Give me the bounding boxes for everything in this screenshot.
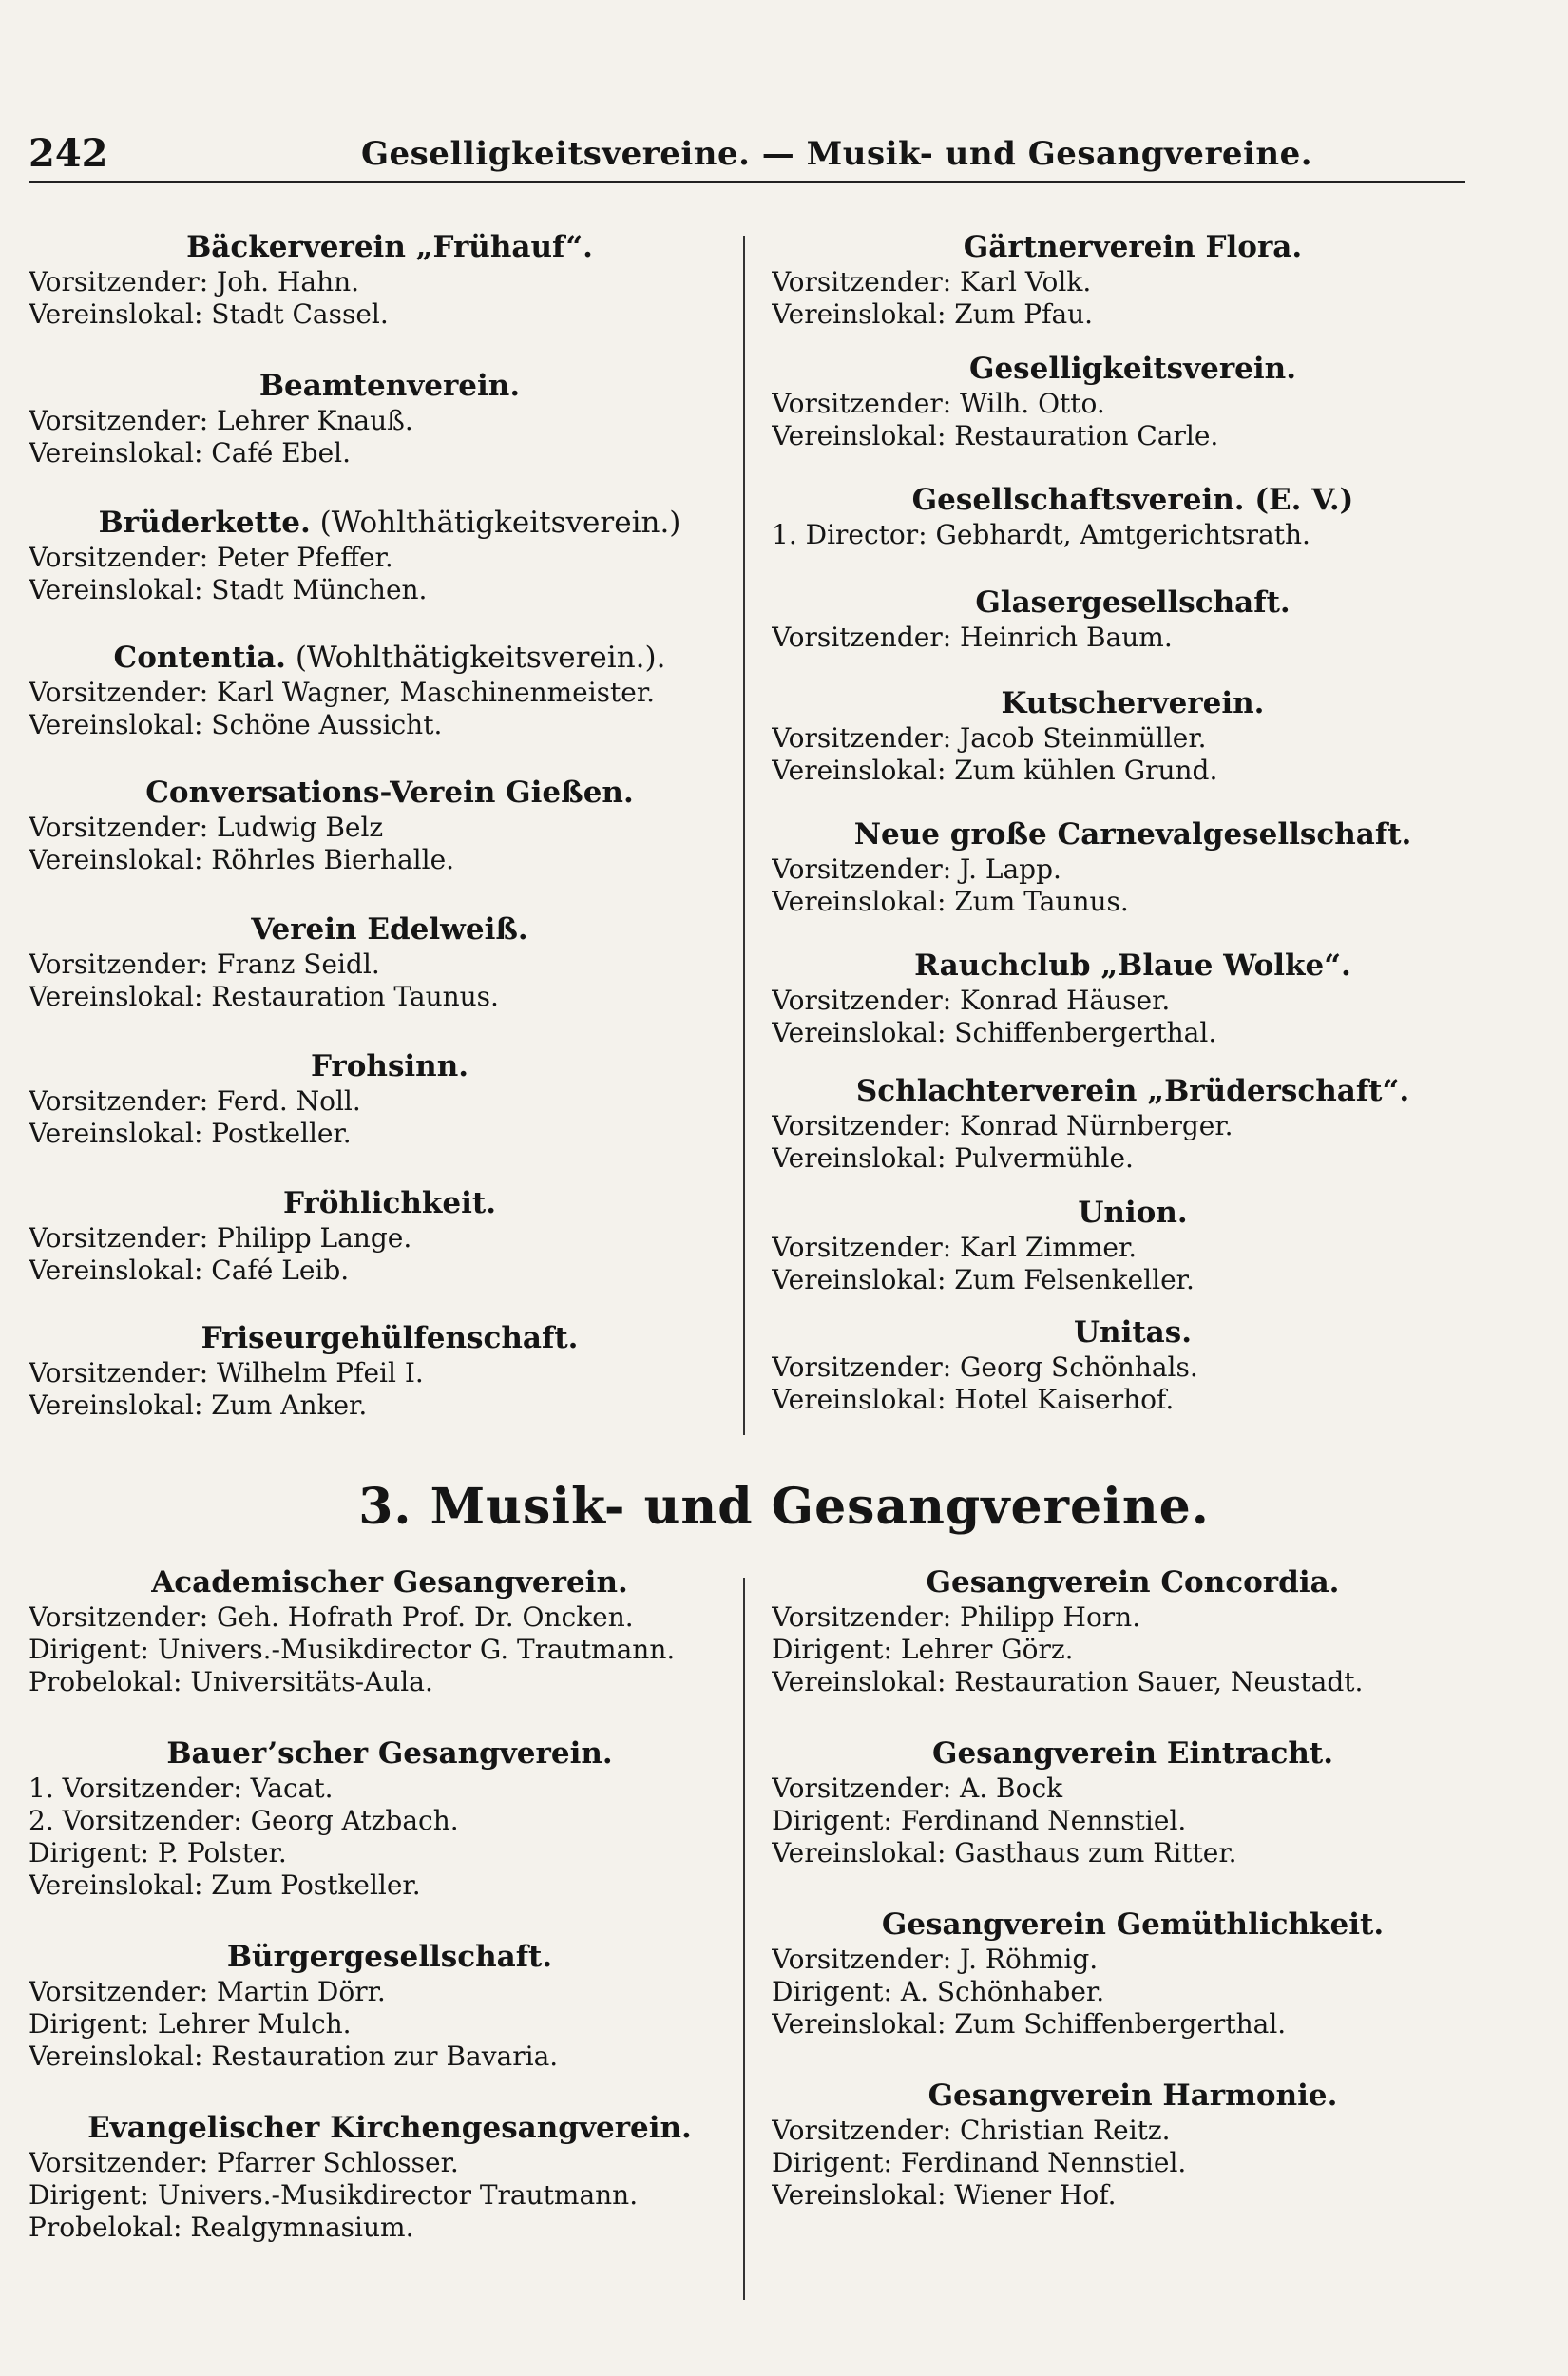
club-detail-line: Vereinslokal: Zum Pfau. — [772, 298, 1094, 330]
club-detail-line: 1. Director: Gebhardt, Amtgerichtsrath. — [772, 519, 1310, 550]
club-name — [772, 228, 1494, 266]
club-detail-line: Dirigent: Univers.-Musikdirector Trautmann. — [29, 2179, 639, 2211]
club-detail-line: Vereinslokal: Zum Anker. — [29, 1389, 368, 1421]
club-detail-line: Vorsitzender: Geh. Hofrath Prof. Dr. Oncken. — [29, 1601, 634, 1633]
club-detail-line: Vorsitzender: Philipp Lange. — [29, 1222, 412, 1254]
section-title: 3. Musik- und Gesangvereine. — [358, 1478, 1210, 1536]
club-name — [772, 684, 1494, 722]
club-name — [29, 1938, 751, 1976]
club-detail-line: Vorsitzender: Heinrich Baum. — [772, 622, 1173, 653]
club-detail-line: Vereinslokal: Röhrles Bierhalle. — [29, 844, 455, 875]
club-name-text: Kutscherverein. — [1001, 686, 1265, 720]
club-entry — [772, 1563, 1494, 1698]
club-name-text: Frohsinn. — [310, 1049, 469, 1083]
club-entry — [29, 639, 751, 741]
club-name — [29, 1319, 751, 1357]
club-detail-line: Vereinslokal: Restauration Sauer, Neustadt. — [772, 1666, 1364, 1697]
club-detail-line: Vorsitzender: Martin Dörr. — [29, 1976, 386, 2007]
club-detail-line: Vorsitzender: Pfarrer Schlosser. — [29, 2147, 459, 2178]
club-name-text: Neue große Carnevalgesellschaft. — [853, 817, 1412, 852]
club-entry — [772, 684, 1494, 787]
club-entry — [772, 1313, 1494, 1416]
club-entry — [29, 1184, 751, 1287]
club-detail-line: 1. Vorsitzender: Vacat. — [29, 1772, 334, 1804]
club-name — [29, 1047, 751, 1085]
club-detail-line: Vorsitzender: Philipp Horn. — [772, 1601, 1141, 1633]
club-name-text: Beamtenverein. — [258, 369, 521, 403]
club-entry — [772, 584, 1494, 654]
club-name — [772, 1563, 1494, 1601]
club-name-text: Schlachterverein „Brüderschaft“. — [855, 1074, 1410, 1108]
club-detail-line: Vorsitzender: Konrad Häuser. — [772, 985, 1171, 1016]
club-detail-line: Vorsitzender: A. Bock — [772, 1772, 1063, 1804]
club-entry — [772, 815, 1494, 918]
club-name-text: Contentia. — [113, 641, 286, 675]
club-detail-line: Dirigent: P. Polster. — [29, 1837, 287, 1868]
club-detail-line: Vereinslokal: Schöne Aussicht. — [29, 709, 443, 740]
club-detail-line: Vereinslokal: Café Leib. — [29, 1255, 350, 1286]
club-detail-line: Vorsitzender: Ferd. Noll. — [29, 1085, 361, 1117]
club-name-text: Fröhlichkeit. — [282, 1186, 497, 1220]
club-detail-line: Vorsitzender: Karl Wagner, Maschinenmeister. — [29, 677, 656, 708]
club-name — [772, 1734, 1494, 1772]
club-name-text: Evangelischer Kirchengesangverein. — [87, 2111, 692, 2145]
club-detail-line: Vereinslokal: Restauration Taunus. — [29, 981, 499, 1012]
club-detail-line: Vereinslokal: Zum Postkeller. — [29, 1869, 421, 1901]
club-name-text: Conversations-Verein Gießen. — [145, 776, 634, 810]
club-detail-line: Vereinslokal: Gasthaus zum Ritter. — [772, 1837, 1237, 1868]
club-name-text: Rauchclub „Blaue Wolke“. — [914, 948, 1351, 983]
club-name-text: Gesangverein Concordia. — [926, 1565, 1340, 1600]
club-name-text: Geselligkeitsverein. — [968, 352, 1297, 386]
club-detail-line: Dirigent: Univers.-Musikdirector G. Trautmann. — [29, 1634, 676, 1665]
club-detail-line: Vereinslokal: Stadt München. — [29, 574, 428, 605]
club-name-text: Brüderkette. — [98, 506, 311, 540]
club-detail-line: Vorsitzender: Konrad Nürnberger. — [772, 1110, 1233, 1141]
club-detail-line: Vereinslokal: Zum Schiffenbergerthal. — [772, 2008, 1287, 2040]
club-detail-line: Vorsitzender: Ludwig Belz — [29, 812, 384, 843]
club-note: (Wohlthätigkeitsverein.) — [310, 506, 681, 540]
club-detail-line: Dirigent: Lehrer Mulch. — [29, 2008, 352, 2040]
club-name — [772, 1194, 1494, 1232]
club-name — [772, 584, 1494, 622]
club-name — [29, 1563, 751, 1601]
club-detail-line: Dirigent: Ferdinand Nennstiel. — [772, 2147, 1187, 2178]
club-name — [772, 1072, 1494, 1110]
club-name — [29, 1184, 751, 1222]
club-name — [29, 2109, 751, 2147]
club-detail-line: Vorsitzender: Wilh. Otto. — [772, 388, 1105, 419]
club-name-text: Union. — [1078, 1196, 1188, 1230]
club-detail-line: Vorsitzender: Georg Schönhals. — [772, 1351, 1198, 1383]
club-detail-line: Probelokal: Realgymnasium. — [29, 2212, 414, 2243]
club-name — [772, 1906, 1494, 1944]
club-detail-line: Vereinslokal: Postkeller. — [29, 1118, 352, 1149]
club-entry — [29, 1047, 751, 1150]
club-detail-line: Vorsitzender: J. Lapp. — [772, 853, 1061, 885]
club-detail-line: Vorsitzender: Karl Zimmer. — [772, 1232, 1138, 1263]
club-detail-line: Vorsitzender: Karl Volk. — [772, 266, 1092, 297]
club-detail-line: Vereinslokal: Schiffenbergerthal. — [772, 1017, 1217, 1048]
club-entry — [772, 1072, 1494, 1175]
club-name-text: Verein Edelweiß. — [251, 912, 528, 947]
club-detail-line: Probelokal: Universitäts-Aula. — [29, 1666, 433, 1697]
right-column-top — [772, 228, 1494, 1416]
club-detail-line: Vorsitzender: Peter Pfeffer. — [29, 542, 393, 573]
club-detail-line: Vorsitzender: Christian Reitz. — [772, 2115, 1171, 2146]
club-detail-line: Vorsitzender: J. Röhmig. — [772, 1944, 1099, 1975]
club-name — [29, 910, 751, 948]
club-entry — [772, 481, 1494, 551]
club-name — [29, 228, 751, 266]
club-detail-line: Vorsitzender: Jacob Steinmüller. — [772, 722, 1207, 754]
club-entry — [772, 350, 1494, 452]
club-entry — [29, 1938, 751, 2073]
running-head: Geselligkeitsvereine. — Musik- und Gesangvereine. — [361, 135, 1313, 173]
club-entry — [772, 1194, 1494, 1296]
club-entry — [29, 1563, 751, 1698]
column-divider-top — [743, 236, 745, 1435]
club-name — [29, 774, 751, 812]
club-entry — [29, 910, 751, 1013]
club-detail-line: Vereinslokal: Pulvermühle. — [772, 1142, 1134, 1174]
club-note: (Wohlthätigkeitsverein.). — [285, 641, 666, 675]
club-entry — [29, 1734, 751, 1902]
club-detail-line: Dirigent: Ferdinand Nennstiel. — [772, 1805, 1187, 1836]
club-name-text: Glasergesellschaft. — [975, 585, 1291, 620]
club-name — [772, 947, 1494, 985]
column-divider-bottom — [743, 1578, 745, 2300]
club-name-text: Gesangverein Harmonie. — [927, 2079, 1338, 2113]
club-entry — [772, 2077, 1494, 2212]
club-name-text: Bäckerverein „Frühauf“. — [186, 230, 593, 264]
club-name — [29, 367, 751, 405]
club-entry — [29, 1319, 751, 1422]
club-name-text: Gesangverein Eintracht. — [931, 1736, 1334, 1771]
club-name-text: Academischer Gesangverein. — [151, 1565, 628, 1600]
club-name — [29, 1734, 751, 1772]
left-column-top — [29, 228, 751, 1422]
left-column-bottom — [29, 1563, 751, 2244]
club-detail-line: Vorsitzender: Franz Seidl. — [29, 948, 380, 980]
club-name-text: Gärtnerverein Flora. — [963, 230, 1303, 264]
club-name — [772, 481, 1494, 519]
page-number: 242 — [29, 131, 108, 176]
club-detail-line: Vereinslokal: Zum Felsenkeller. — [772, 1264, 1195, 1295]
club-detail-line: 2. Vorsitzender: Georg Atzbach. — [29, 1805, 459, 1836]
club-detail-line: Vereinslokal: Café Ebel. — [29, 437, 352, 469]
right-column-bottom — [772, 1563, 1494, 2212]
club-name-text: Unitas. — [1074, 1315, 1192, 1350]
club-name-text: Friseurgehülfenschaft. — [201, 1321, 579, 1355]
club-name-text: Bürgergesellschaft. — [226, 1940, 553, 1974]
club-name-text: Gesellschaftsverein. (E. V.) — [911, 483, 1354, 517]
club-entry — [772, 947, 1494, 1049]
club-detail-line: Vereinslokal: Hotel Kaiserhof. — [772, 1384, 1175, 1415]
club-entry — [29, 2109, 751, 2244]
club-name — [772, 815, 1494, 853]
club-entry — [29, 228, 751, 331]
club-name — [772, 2077, 1494, 2115]
club-detail-line: Vereinslokal: Restauration Carle. — [772, 420, 1219, 451]
club-detail-line: Vorsitzender: Joh. Hahn. — [29, 266, 360, 297]
club-detail-line: Vorsitzender: Lehrer Knauß. — [29, 405, 413, 436]
club-detail-line: Vereinslokal: Wiener Hof. — [772, 2179, 1117, 2211]
club-detail-line: Vereinslokal: Zum kühlen Grund. — [772, 755, 1218, 786]
club-name — [29, 639, 751, 677]
club-detail-line: Vereinslokal: Stadt Cassel. — [29, 298, 389, 330]
club-detail-line: Vereinslokal: Restauration zur Bavaria. — [29, 2041, 559, 2072]
club-name — [772, 350, 1494, 388]
club-name — [29, 504, 751, 542]
club-name-text: Bauer’scher Gesangverein. — [166, 1736, 613, 1771]
club-entry — [772, 1734, 1494, 1869]
club-entry — [29, 367, 751, 469]
club-name — [772, 1313, 1494, 1351]
page-header — [29, 124, 1465, 183]
club-entry — [772, 1906, 1494, 2041]
club-entry — [29, 774, 751, 876]
club-entry — [29, 504, 751, 606]
club-detail-line: Vereinslokal: Zum Taunus. — [772, 886, 1129, 917]
club-detail-line: Dirigent: Lehrer Görz. — [772, 1634, 1074, 1665]
club-detail-line: Dirigent: A. Schönhaber. — [772, 1976, 1105, 2007]
club-entry — [772, 228, 1494, 331]
club-detail-line: Vorsitzender: Wilhelm Pfeil I. — [29, 1357, 424, 1389]
club-name-text: Gesangverein Gemüthlichkeit. — [881, 1907, 1385, 1942]
